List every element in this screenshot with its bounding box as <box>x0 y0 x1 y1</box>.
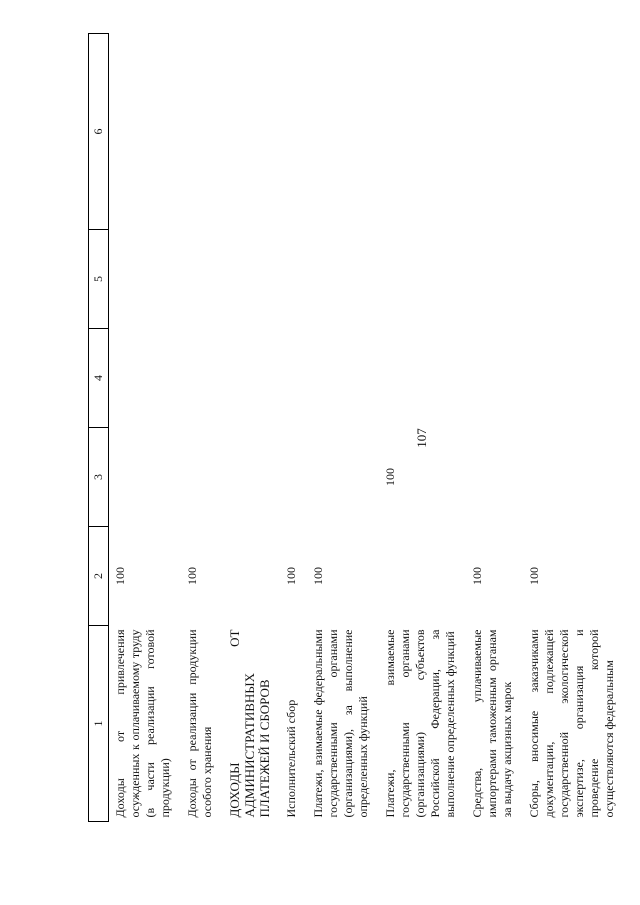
row-value-col4 <box>466 329 523 428</box>
row-value-col3 <box>280 428 307 527</box>
table-row <box>307 34 379 822</box>
row-value-col4 <box>280 329 307 428</box>
row-value-col4 <box>223 329 280 428</box>
row-value-col5 <box>109 230 182 329</box>
row-value-col2 <box>379 527 466 626</box>
row-value-col6 <box>109 34 182 230</box>
header-col-4: 4 <box>89 329 109 428</box>
row-value-col2 <box>223 527 280 626</box>
rotated-table-page <box>88 34 640 822</box>
page-number: 107 <box>414 428 429 448</box>
row-name: Платежи, взимаемые государственными органами (организациями) субъектов Российской Федерации, за выполнение определенных функций <box>383 629 457 818</box>
row-value-col5 <box>223 230 280 329</box>
row-value-col2: 100 <box>311 567 325 585</box>
table-row <box>280 34 307 822</box>
row-value-col2: 100 <box>470 567 484 585</box>
row-value-col3 <box>223 428 280 527</box>
row-value-col3 <box>181 428 223 527</box>
row-value-col4 <box>181 329 223 428</box>
table-row <box>466 34 523 822</box>
header-col-6: 6 <box>89 34 109 230</box>
row-value-col3 <box>109 428 182 527</box>
row-value-col5 <box>466 230 523 329</box>
table-row <box>223 34 280 822</box>
row-name: Сборы, вносимые заказчиками документации, подлежащей государственной экологической экспертизе, организация и проведение которой осуществляются федеральным <box>527 629 616 818</box>
row-name: Доходы от привлечения осужденных к оплачиваемому труду (в части реализации готовой продукции) <box>113 629 172 818</box>
section-heading: ДОХОДЫ ОТ АДМИНИСТРАТИВНЫХ ПЛАТЕЖЕЙ И СБОРОВ <box>227 629 272 818</box>
row-value-col3: 100 <box>383 468 397 486</box>
table-row <box>181 34 223 822</box>
row-value-col6 <box>307 34 379 230</box>
row-value-col2: 100 <box>113 567 127 585</box>
header-col-2: 2 <box>89 527 109 626</box>
row-value-col5 <box>307 230 379 329</box>
table-row <box>379 34 466 822</box>
row-value-col2: 100 <box>527 567 541 585</box>
row-value-col2: 100 <box>185 567 199 585</box>
row-value-col6 <box>223 34 280 230</box>
row-value-col4 <box>109 329 182 428</box>
row-value-col3 <box>523 428 625 527</box>
row-value-col5 <box>280 230 307 329</box>
table-row <box>109 34 182 822</box>
row-value-col5 <box>379 230 466 329</box>
header-col-3: 3 <box>89 428 109 527</box>
row-value-col6 <box>280 34 307 230</box>
row-value-col3 <box>466 428 523 527</box>
row-value-col4 <box>379 329 466 428</box>
table-row <box>523 34 625 822</box>
row-value-col5 <box>181 230 223 329</box>
row-value-col3 <box>307 428 379 527</box>
row-value-col6 <box>523 34 625 230</box>
row-value-col6 <box>379 34 466 230</box>
row-name: Доходы от реализации продукции особого хранения <box>185 629 214 818</box>
row-value-col6 <box>181 34 223 230</box>
row-name: Платежи, взимаемые федеральными государственными органами (организациями), за выполнение определенных функций <box>311 629 370 818</box>
row-value-col2: 100 <box>284 567 298 585</box>
row-value-col6 <box>466 34 523 230</box>
header-col-5: 5 <box>89 230 109 329</box>
row-name: Средства, уплачиваемые импортерами таможенным органам за выдачу акцизных марок <box>470 629 514 818</box>
revenue-table <box>88 33 625 822</box>
header-col-1: 1 <box>89 626 109 822</box>
row-value-col4 <box>523 329 625 428</box>
row-name: Исполнительский сбор <box>284 699 298 818</box>
header-row <box>89 34 109 822</box>
row-value-col4 <box>307 329 379 428</box>
row-value-col5 <box>523 230 625 329</box>
